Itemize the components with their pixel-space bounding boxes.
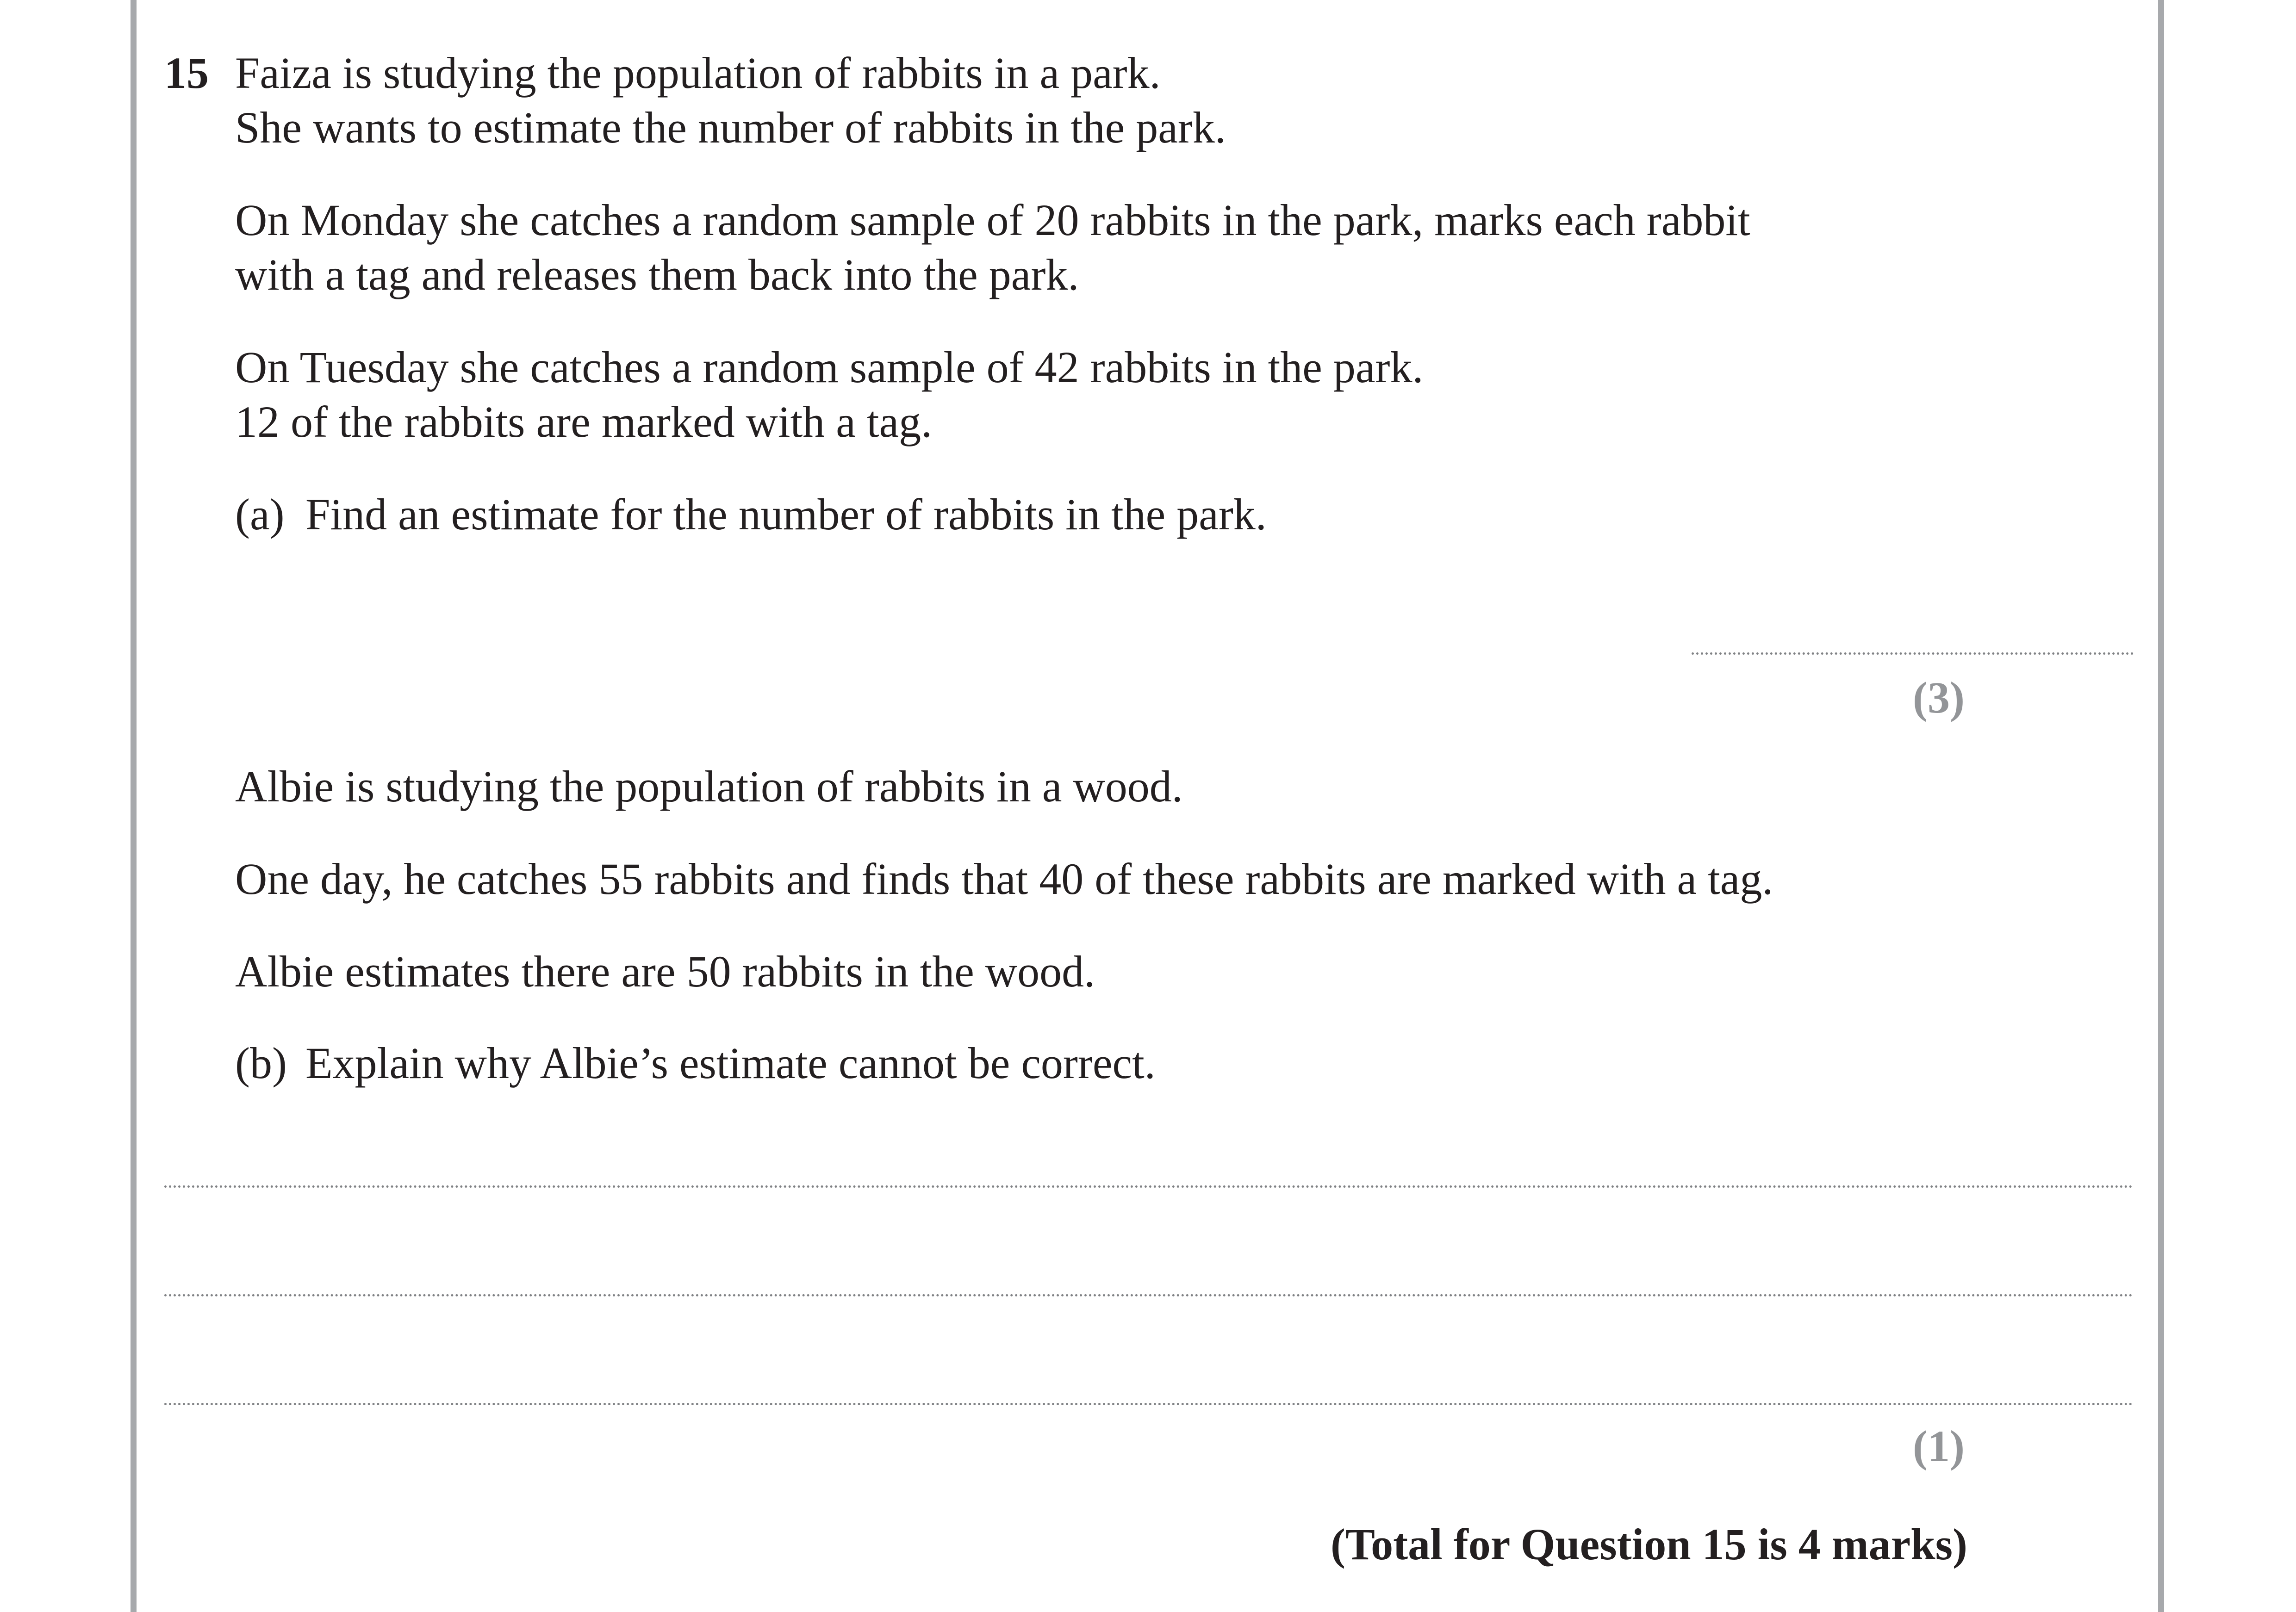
albie-line-2: One day, he catches 55 rabbits and finds that 40 of these rabbits are marked with a tag. (235, 854, 1773, 904)
albie-line-3: Albie estimates there are 50 rabbits in the wood. (235, 947, 1095, 996)
part-b-marks: (1) (1913, 1421, 1965, 1471)
part-b-text: Explain why Albie’s estimate cannot be correct. (305, 1038, 1156, 1088)
albie-line-1: Albie is studying the population of rabbits in a wood. (235, 762, 1183, 811)
part-a-text: Find an estimate for the number of rabbits in the park. (305, 490, 1267, 539)
part-a-answer-line[interactable] (1692, 652, 2134, 655)
page-border-left (131, 0, 137, 1612)
question-total-marks: (Total for Question 15 is 4 marks) (1330, 1519, 1967, 1569)
part-b-answer-line-1[interactable] (164, 1185, 2134, 1188)
tuesday-line-2: 12 of the rabbits are marked with a tag. (235, 397, 933, 446)
part-a-marks: (3) (1913, 673, 1965, 722)
monday-line-2: with a tag and releases them back into the park. (235, 250, 1079, 299)
question-number: 15 (164, 48, 209, 98)
tuesday-line-1: On Tuesday she catches a random sample of 42 rabbits in the park. (235, 342, 1424, 392)
part-a-label: (a) (235, 490, 285, 539)
page-border-right (2158, 0, 2164, 1612)
part-b-answer-line-3[interactable] (164, 1403, 2134, 1405)
intro-line-2: She wants to estimate the number of rabbits in the park. (235, 103, 1226, 152)
intro-line-1: Faiza is studying the population of rabbits in a park. (235, 48, 1161, 98)
monday-line-1: On Monday she catches a random sample of 20 rabbits in the park, marks each rabbit (235, 195, 1750, 245)
part-b-label: (b) (235, 1038, 287, 1088)
part-b-answer-line-2[interactable] (164, 1294, 2134, 1296)
